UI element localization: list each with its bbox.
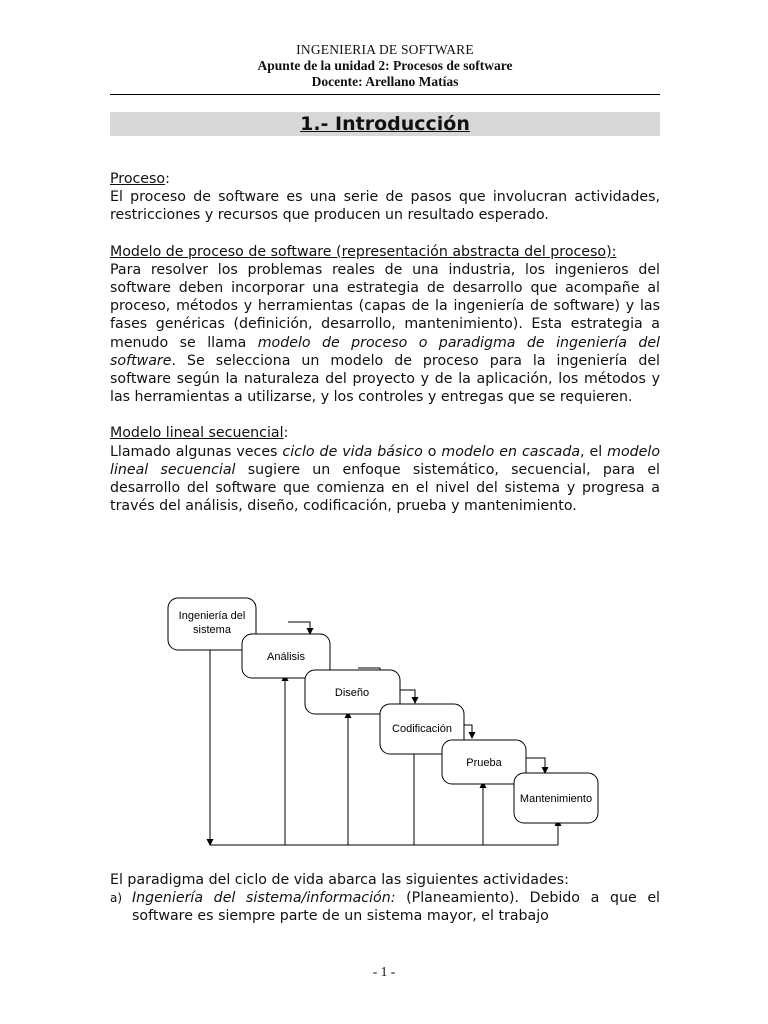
section-title-bar bbox=[110, 112, 660, 136]
list-item-emphasis: Ingeniería del sistema/información: bbox=[132, 890, 396, 907]
modelo-text-a: Para resolver los problemas reales de una industria, los ingenieros del software deben incorporar una estrategia de desarrollo que acompañe al proceso, métodos y herramientas (capas de la ingeniería de software) y las fases genéricas (definición, desarrollo, mantenimiento). Esta estrategia a menudo se llama bbox=[110, 261, 660, 351]
modelo-text-emphasis: modelo de proceso o paradigma de ingeniería del software bbox=[110, 334, 660, 369]
label-mantenimiento: Mantenimiento bbox=[519, 793, 593, 805]
lineal-text-1: Llamado algunas veces bbox=[110, 443, 283, 460]
label-analisis: Análisis bbox=[267, 651, 305, 663]
lineal-heading-colon: : bbox=[283, 425, 289, 442]
modelo-heading: Modelo de proceso de software (representación abstracta del proceso): bbox=[110, 243, 617, 260]
lineal-text-3: , el bbox=[580, 443, 608, 460]
waterfall-diagram bbox=[160, 590, 610, 860]
label-diseno: Diseño bbox=[334, 687, 370, 699]
main-content bbox=[110, 170, 660, 515]
proceso-heading-line bbox=[110, 170, 660, 188]
list-item-text bbox=[132, 889, 660, 925]
lineal-paragraph bbox=[110, 443, 660, 516]
proceso-paragraph: El proceso de software es una serie de pasos que involucran actividades, restricciones y recursos que producen un resultado esperado. bbox=[110, 189, 660, 224]
lineal-heading-line bbox=[110, 424, 660, 442]
lineal-em-2: modelo en cascada bbox=[441, 443, 581, 460]
header-divider bbox=[110, 94, 660, 95]
modelo-paragraph bbox=[110, 261, 660, 407]
activities-intro: El paradigma del ciclo de vida abarca las siguientes actividades: bbox=[110, 872, 569, 888]
lineal-em-1: ciclo de vida básico bbox=[282, 443, 423, 460]
list-item-label: a) bbox=[110, 891, 123, 906]
label-prueba: Prueba bbox=[466, 757, 502, 769]
modelo-heading-line bbox=[110, 243, 660, 261]
lineal-text-2: o bbox=[422, 443, 442, 460]
page-number: - 1 - bbox=[372, 964, 396, 979]
label-ingenieria-2: sistema bbox=[193, 624, 231, 636]
activities-section bbox=[110, 871, 660, 926]
teacher-line: Docente: Arellano Matías bbox=[311, 74, 459, 89]
label-ingenieria-1: Ingeniería del bbox=[178, 610, 246, 622]
proceso-heading: Proceso bbox=[110, 171, 166, 187]
lineal-heading: Modelo lineal secuencial bbox=[110, 425, 284, 442]
course-title: INGENIERIA DE SOFTWARE bbox=[296, 42, 474, 57]
label-codificacion: Codificación bbox=[392, 723, 452, 735]
list-item-body: (Planeamiento). Debido a que el software es siempre parte de un sistema mayor, el trabajo bbox=[132, 890, 661, 925]
modelo-text-b: . Se selecciona un modelo de proceso para la ingeniería del software según la naturaleza del proyecto y de la aplicación, los métodos y las herramientas a utilizarse, y los controles y entregas que se requieren. bbox=[110, 352, 660, 406]
lineal-em-3: modelo lineal secuencial bbox=[110, 443, 661, 478]
lineal-text-4: sugiere un enfoque sistemático, secuencial, para el desarrollo del software que comienza en el nivel del sistema y progresa a través del análisis, diseño, codificación, prueba y mantenimiento. bbox=[110, 461, 660, 515]
proceso-heading-colon: : bbox=[165, 171, 170, 187]
section-title: 1.- Introducción bbox=[300, 113, 470, 135]
document-header bbox=[110, 42, 660, 90]
unit-subtitle: Apunte de la unidad 2: Procesos de software bbox=[257, 58, 513, 73]
list-item bbox=[110, 889, 660, 925]
